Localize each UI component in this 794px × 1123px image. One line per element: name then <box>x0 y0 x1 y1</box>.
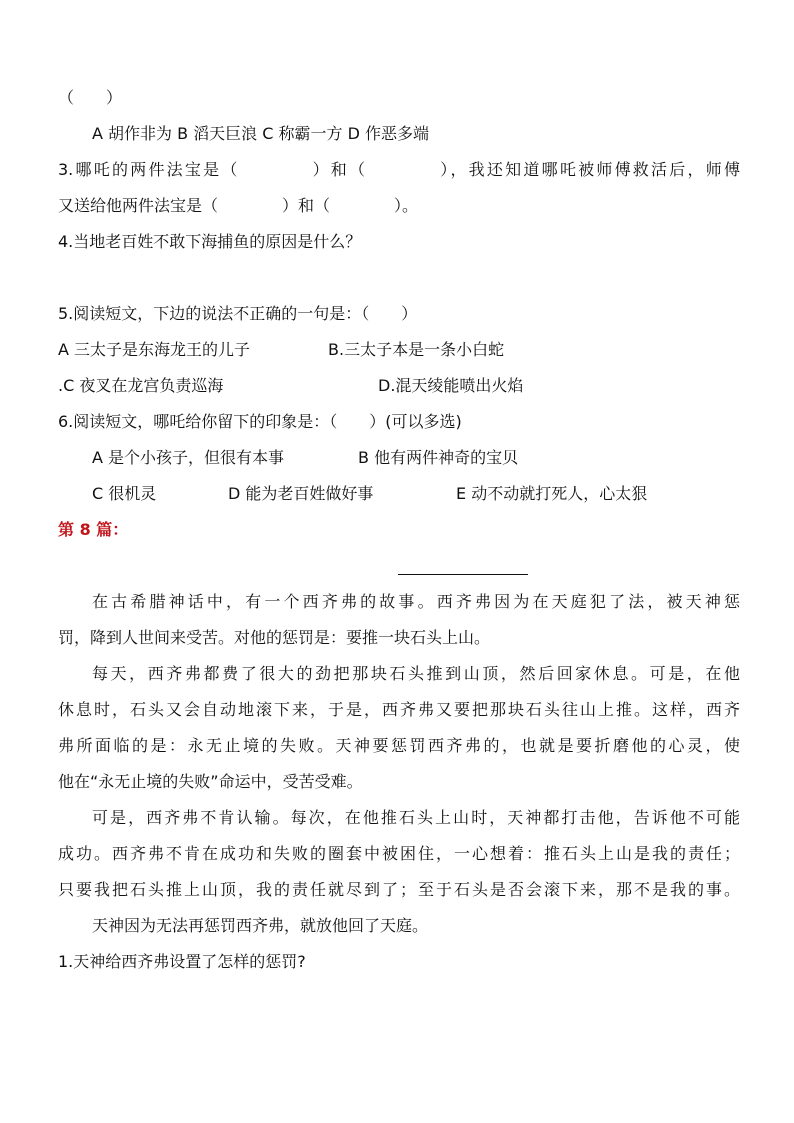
passage-line-5: 弗所面临的是：永无止境的失败。天神要惩罚西齐弗的，也就是要折磨他的心灵，使 <box>58 736 740 755</box>
passage-line-4: 休息时，石头又会自动地滚下来，于是，西齐弗又要把那块石头往山上推。这样，西齐 <box>58 700 740 719</box>
q6-option-b: B 他有两件神奇的宝贝 <box>358 448 519 467</box>
q6-option-a: A 是个小孩子，但很有本事 <box>92 448 285 467</box>
passage-line-8: 成功。西齐弗不肯在成功和失败的圈套中被困住，一心想着：推石头上山是我的责任； <box>58 844 740 863</box>
q2-answer-blank: （ ） <box>58 88 123 107</box>
section-heading: 第 8 篇： <box>58 520 129 539</box>
q5-option-d: D.混天绫能喷出火焰 <box>378 376 524 395</box>
passage-line-7: 可是，西齐弗不肯认输。每次，在他推石头上山时，天神都打击他，告诉他不可能 <box>92 808 740 827</box>
q6-options-row2 <box>92 482 740 506</box>
q6-question: 6.阅读短文，哪吒给你留下的印象是：（ ）(可以多选) <box>58 412 462 431</box>
q6-options-row1 <box>92 446 740 470</box>
q5-option-a: A 三太子是东海龙王的儿子 <box>58 340 251 359</box>
q2-options: A 胡作非为 B 滔天巨浪 C 称霸一方 D 作恶多端 <box>92 124 430 143</box>
q6-option-c: C 很机灵 <box>92 484 157 503</box>
q6-option-e: E 动不动就打死人，心太狠 <box>456 484 648 503</box>
q3-line1: 3.哪吒的两件法宝是（ ）和（ ），我还知道哪吒被师傅救活后，师傅 <box>58 160 740 179</box>
q3-line2: 又送给他两件法宝是（ ）和（ ）。 <box>58 196 419 215</box>
passage-question-1: 1.天神给西齐弗设置了怎样的惩罚? <box>58 952 306 971</box>
q5-options-row1 <box>58 338 740 362</box>
q5-question: 5.阅读短文，下边的说法不正确的一句是：（ ） <box>58 304 418 323</box>
q5-options-row2 <box>58 374 740 398</box>
passage-line-1: 在古希腊神话中，有一个西齐弗的故事。西齐弗因为在天庭犯了法，被天神惩 <box>92 592 740 611</box>
q5-option-c: .C 夜叉在龙宫负责巡海 <box>58 376 224 395</box>
q4-question: 4.当地老百姓不敢下海捕鱼的原因是什么？ <box>58 232 362 251</box>
passage-line-9: 只要我把石头推上山顶，我的责任就尽到了；至于石头是否会滚下来，那不是我的事。 <box>58 880 740 899</box>
title-blank-line <box>398 574 528 575</box>
q6-option-d: D 能为老百姓做好事 <box>228 484 374 503</box>
q5-option-b: B.三太子本是一条小白蛇 <box>328 340 505 359</box>
passage-line-10: 天神因为无法再惩罚西齐弗，就放他回了天庭。 <box>92 916 429 935</box>
passage-line-6: 他在“永无止境的失败”命运中，受苦受难。 <box>58 772 363 791</box>
passage-line-2: 罚，降到人世间来受苦。对他的惩罚是：要推一块石头上山。 <box>58 628 491 647</box>
passage-line-3: 每天，西齐弗都费了很大的劲把那块石头推到山顶，然后回家休息。可是，在他 <box>92 664 740 683</box>
